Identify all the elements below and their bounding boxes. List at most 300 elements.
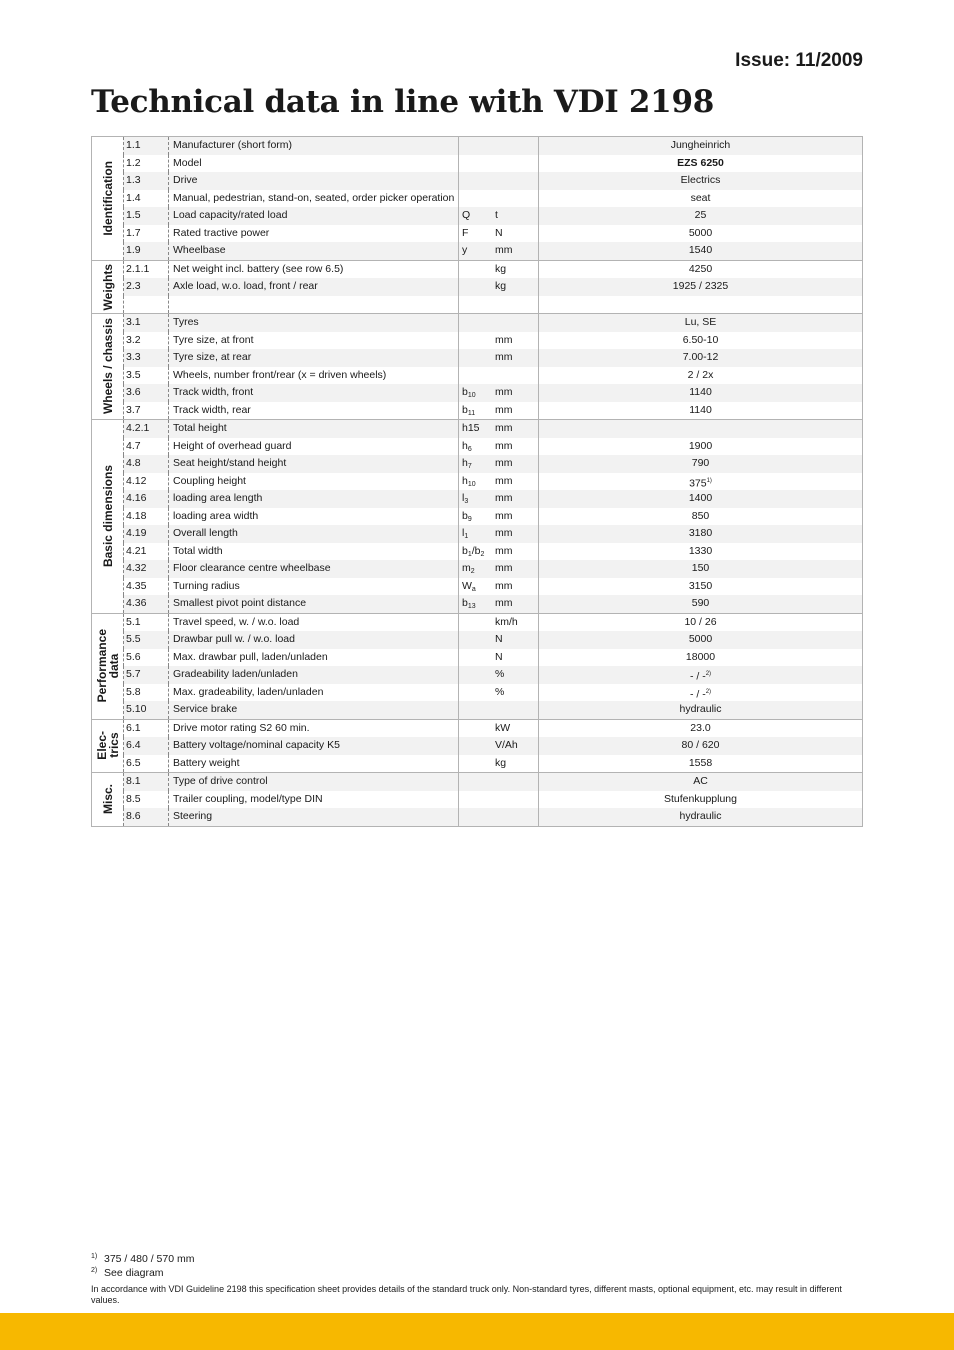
row-symbol <box>458 773 492 791</box>
row-symbol <box>458 614 492 632</box>
row-number: 6.1 <box>123 720 168 738</box>
row-description: Track width, rear <box>168 402 458 420</box>
value-text: Lu, SE <box>684 316 717 328</box>
value-text: 1330 <box>688 544 713 557</box>
row-value <box>538 261 862 279</box>
row-number: 3.1 <box>123 314 168 332</box>
row-description: Axle load, w.o. load, front / rear <box>168 278 458 296</box>
row-unit: N <box>495 650 503 663</box>
value-text: 850 <box>691 509 710 522</box>
row-number: 5.1 <box>123 614 168 632</box>
row-description: loading area width <box>168 508 458 526</box>
row-description: Track width, front <box>168 384 458 402</box>
row-value <box>538 172 862 190</box>
table-row <box>123 367 862 385</box>
table-row <box>123 773 862 791</box>
value-text: 25 <box>694 209 707 221</box>
row-number: 3.7 <box>123 402 168 420</box>
row-symbol <box>458 261 492 279</box>
symbol-text: b <box>462 386 468 398</box>
row-number: 4.8 <box>123 455 168 473</box>
value-text: 1400 <box>688 492 713 504</box>
value-text: 1540 <box>688 244 713 256</box>
row-number: 4.36 <box>123 595 168 613</box>
symbol-text: /b <box>471 544 481 557</box>
row-number: 2.1.1 <box>123 261 168 279</box>
row-value <box>538 225 862 243</box>
row-description: Total width <box>168 543 458 561</box>
row-unit: mm <box>495 351 513 363</box>
row-number: 1.4 <box>123 190 168 208</box>
value-footnote: 2) <box>705 688 712 695</box>
row-value <box>538 367 862 385</box>
value-text: seat <box>690 191 711 204</box>
table-row <box>123 631 862 649</box>
section-label-text: Identification <box>100 160 115 236</box>
row-number: 1.5 <box>123 207 168 225</box>
row-symbol <box>458 367 492 385</box>
value-text: Electrics <box>680 174 721 186</box>
row-symbol <box>458 791 492 809</box>
row-unit: mm <box>495 244 513 256</box>
value-text: 150 <box>691 562 710 574</box>
row-value <box>538 508 862 526</box>
row-value <box>538 560 862 578</box>
row-value <box>538 631 862 649</box>
table-row <box>123 137 862 155</box>
symbol-text: y <box>462 244 468 256</box>
row-value <box>538 455 862 473</box>
symbol-text: b <box>462 597 468 609</box>
table-row <box>123 172 862 190</box>
table-row <box>123 455 862 473</box>
row-description: Drawbar pull w. / w.o. load <box>168 631 458 649</box>
row-description: Gradeability laden/unladen <box>168 666 458 684</box>
symbol-text: W <box>462 579 472 592</box>
row-description: Rated tractive power <box>168 225 458 243</box>
value-text: 5000 <box>688 633 713 645</box>
row-symbol <box>458 473 492 491</box>
symbol-text: l <box>462 492 465 504</box>
row-value <box>538 490 862 508</box>
value-text: EZS 6250 <box>677 156 724 169</box>
footnote-text: 375 / 480 / 570 mm <box>104 1253 195 1265</box>
symbol-text: b <box>462 544 468 557</box>
row-description: Drive motor rating S2 60 min. <box>168 720 458 738</box>
table-row <box>123 720 862 738</box>
row-unit <box>492 314 538 332</box>
symbol-text: l <box>462 527 465 539</box>
row-number: 4.18 <box>123 508 168 526</box>
row-unit: km/h <box>495 615 518 628</box>
symbol-text: F <box>462 226 469 239</box>
row-symbol <box>458 420 492 438</box>
symbol-subscript: 6 <box>467 445 472 453</box>
value-text: 18000 <box>685 650 716 663</box>
row-unit: mm <box>495 386 513 398</box>
table-row <box>123 649 862 667</box>
row-description: Tyres <box>168 314 458 332</box>
symbol-subscript: 13 <box>467 603 476 610</box>
row-description: Wheelbase <box>168 242 458 260</box>
row-value <box>538 737 862 755</box>
row-description: Battery weight <box>168 755 458 773</box>
footer-accent-bar <box>0 1313 954 1350</box>
row-value <box>538 332 862 350</box>
table-row <box>123 808 862 826</box>
row-unit: N <box>495 633 503 645</box>
row-symbol <box>458 649 492 667</box>
row-value <box>538 701 862 719</box>
row-description: Model <box>168 155 458 173</box>
table-row <box>123 560 862 578</box>
row-number: 5.10 <box>123 701 168 719</box>
row-value <box>538 402 862 420</box>
row-unit: V/Ah <box>495 739 518 751</box>
value-text: 10 / 26 <box>684 615 717 628</box>
row-symbol <box>458 332 492 350</box>
row-number: 4.16 <box>123 490 168 508</box>
table-row <box>123 578 862 596</box>
row-unit: mm <box>495 422 513 434</box>
row-unit <box>492 791 538 809</box>
section-rows <box>123 261 862 314</box>
section-label <box>92 137 123 260</box>
table-row <box>123 242 862 260</box>
symbol-subscript: a <box>471 585 476 593</box>
row-number: 1.7 <box>123 225 168 243</box>
row-value <box>538 578 862 596</box>
value-text: hydraulic <box>679 810 722 822</box>
row-description: Max. gradeability, laden/unladen <box>168 684 458 702</box>
row-value <box>538 808 862 826</box>
value-text: 80 / 620 <box>681 739 720 751</box>
row-description: Type of drive control <box>168 773 458 791</box>
row-unit: % <box>495 685 505 698</box>
section-rows <box>123 614 862 719</box>
symbol-subscript: 11 <box>467 409 476 417</box>
section-label <box>92 420 123 613</box>
row-unit <box>492 701 538 719</box>
row-unit: mm <box>495 544 513 557</box>
spec-section <box>92 419 862 613</box>
value-text: hydraulic <box>679 703 722 715</box>
table-row <box>123 296 862 314</box>
row-unit <box>492 773 538 791</box>
row-description: Load capacity/rated load <box>168 207 458 225</box>
value-text: 375 <box>689 477 707 489</box>
row-number: 8.6 <box>123 808 168 826</box>
value-text: - / - <box>689 688 706 700</box>
row-unit: mm <box>495 597 513 609</box>
row-description: Trailer coupling, model/type DIN <box>168 791 458 809</box>
row-symbol <box>458 278 492 296</box>
row-number: 1.9 <box>123 242 168 260</box>
row-value <box>538 720 862 738</box>
section-label <box>92 773 123 826</box>
row-unit: mm <box>495 579 513 592</box>
row-description <box>168 296 458 314</box>
section-rows <box>123 773 862 826</box>
row-unit: % <box>495 668 505 680</box>
row-symbol <box>458 631 492 649</box>
row-symbol <box>458 190 492 208</box>
footnote-mark: 1) <box>91 1253 98 1260</box>
section-label <box>92 261 123 314</box>
row-number: 6.5 <box>123 755 168 773</box>
row-symbol <box>458 808 492 826</box>
spec-section <box>92 137 862 260</box>
row-description: Battery voltage/nominal capacity K5 <box>168 737 458 755</box>
table-row <box>123 190 862 208</box>
row-description: Total height <box>168 420 458 438</box>
row-description: Tyre size, at front <box>168 332 458 350</box>
row-description: Service brake <box>168 701 458 719</box>
symbol-text: h <box>462 439 468 452</box>
footnote-mark: 2) <box>91 1267 98 1274</box>
row-symbol <box>458 666 492 684</box>
row-number: 1.1 <box>123 137 168 155</box>
value-text: 1140 <box>689 386 712 398</box>
value-text: 6.50-10 <box>682 333 719 346</box>
row-value <box>538 207 862 225</box>
row-value <box>538 438 862 456</box>
value-text: 1900 <box>688 439 713 452</box>
row-description: Manufacturer (short form) <box>168 137 458 155</box>
row-description: Steering <box>168 808 458 826</box>
row-value <box>538 684 862 702</box>
table-row <box>123 684 862 702</box>
section-label-text: Weights <box>100 263 115 310</box>
row-number: 4.32 <box>123 560 168 578</box>
value-text: AC <box>693 775 708 787</box>
section-label-text: Wheels / chassis <box>100 318 115 415</box>
value-text: 590 <box>691 597 710 609</box>
footnote-2 <box>91 1266 861 1280</box>
row-number: 2.3 <box>123 278 168 296</box>
table-row <box>123 666 862 684</box>
row-number: 3.3 <box>123 349 168 367</box>
section-rows <box>123 137 862 260</box>
row-unit: mm <box>495 562 513 574</box>
footnotes <box>91 1252 861 1306</box>
row-value <box>538 773 862 791</box>
row-number: 4.12 <box>123 473 168 491</box>
table-row <box>123 207 862 225</box>
row-description: Smallest pivot point distance <box>168 595 458 613</box>
table-row <box>123 701 862 719</box>
row-number: 3.5 <box>123 367 168 385</box>
row-description: Floor clearance centre wheelbase <box>168 560 458 578</box>
row-unit: mm <box>495 474 513 487</box>
row-number: 3.6 <box>123 384 168 402</box>
value-text: - / - <box>689 670 706 683</box>
value-text: 4250 <box>688 262 713 275</box>
row-value <box>538 420 862 438</box>
value-text: Jungheinrich <box>670 139 731 151</box>
row-number: 6.4 <box>123 737 168 755</box>
spec-section <box>92 719 862 773</box>
row-value <box>538 349 862 367</box>
row-unit: mm <box>495 492 513 504</box>
symbol-subscript: 3 <box>464 498 469 505</box>
value-text: 1140 <box>689 403 712 416</box>
row-number: 3.2 <box>123 332 168 350</box>
table-row <box>123 755 862 773</box>
row-value <box>538 155 862 173</box>
section-label-text: Misc. <box>100 784 115 815</box>
table-row <box>123 438 862 456</box>
table-row <box>123 525 862 543</box>
row-symbol <box>458 402 492 420</box>
table-row <box>123 791 862 809</box>
table-row <box>123 420 862 438</box>
section-label <box>92 614 123 719</box>
row-unit <box>492 190 538 208</box>
row-symbol <box>458 560 492 578</box>
table-row <box>123 384 862 402</box>
value-text: Stufenkupplung <box>664 792 737 805</box>
row-symbol <box>458 155 492 173</box>
row-description: Net weight incl. battery (see row 6.5) <box>168 261 458 279</box>
footnote-text: See diagram <box>104 1267 164 1279</box>
row-symbol <box>458 578 492 596</box>
section-label <box>92 720 123 773</box>
row-number: 4.35 <box>123 578 168 596</box>
table-row <box>123 508 862 526</box>
table-row <box>123 490 862 508</box>
page-title: Technical data in line with VDI 2198 <box>91 84 714 120</box>
row-unit: kg <box>495 756 507 769</box>
section-label <box>92 314 123 419</box>
symbol-subscript: 10 <box>467 480 476 488</box>
row-description: Height of overhead guard <box>168 438 458 456</box>
row-description: Tyre size, at rear <box>168 349 458 367</box>
symbol-text: b <box>462 403 468 416</box>
value-text: 3180 <box>688 527 713 539</box>
table-row <box>123 402 862 420</box>
table-row <box>123 261 862 279</box>
section-rows <box>123 720 862 773</box>
table-row <box>123 595 862 613</box>
row-unit: kW <box>495 721 511 734</box>
row-number: 8.1 <box>123 773 168 791</box>
symbol-subscript: 7 <box>467 463 472 470</box>
symbol-text: b <box>462 509 468 522</box>
symbol-subscript: 2 <box>480 550 485 558</box>
table-row <box>123 543 862 561</box>
row-value <box>538 755 862 773</box>
symbol-subscript: 2 <box>470 568 475 575</box>
section-label-text: Elec- trics <box>94 731 121 761</box>
row-description: Seat height/stand height <box>168 455 458 473</box>
row-description: Travel speed, w. / w.o. load <box>168 614 458 632</box>
row-description: loading area length <box>168 490 458 508</box>
section-rows <box>123 314 862 419</box>
row-symbol <box>458 684 492 702</box>
row-value <box>538 314 862 332</box>
row-symbol <box>458 349 492 367</box>
symbol-text: h15 <box>462 422 480 434</box>
row-symbol <box>458 490 492 508</box>
row-value <box>538 595 862 613</box>
spec-section <box>92 260 862 314</box>
row-symbol <box>458 455 492 473</box>
row-symbol <box>458 720 492 738</box>
row-unit: kg <box>495 262 507 275</box>
value-footnote: 1) <box>706 477 712 484</box>
spec-table <box>91 136 863 827</box>
value-text: 1558 <box>688 756 713 769</box>
row-number: 5.5 <box>123 631 168 649</box>
row-description: Drive <box>168 172 458 190</box>
row-unit: t <box>495 209 498 221</box>
section-rows <box>123 420 862 613</box>
row-number: 1.3 <box>123 172 168 190</box>
symbol-subscript: 1 <box>467 550 472 558</box>
table-row <box>123 278 862 296</box>
symbol-subscript: 1 <box>464 533 469 540</box>
row-unit: mm <box>495 333 513 346</box>
row-symbol <box>458 314 492 332</box>
row-symbol <box>458 242 492 260</box>
row-symbol <box>458 508 492 526</box>
table-row <box>123 332 862 350</box>
footnote-1 <box>91 1252 861 1266</box>
row-number: 5.8 <box>123 684 168 702</box>
row-symbol <box>458 207 492 225</box>
value-text: 7.00-12 <box>682 351 719 363</box>
value-text: 790 <box>691 457 710 469</box>
symbol-subscript: 10 <box>467 392 476 399</box>
section-label-text: Performance data <box>94 629 121 703</box>
row-value <box>538 791 862 809</box>
row-number: 5.7 <box>123 666 168 684</box>
row-unit <box>492 808 538 826</box>
disclaimer: In accordance with VDI Guideline 2198 this specification sheet provides details of the standard truck only. Non-standard tyres, different masts, optional equipment, etc. may result in different values. <box>91 1284 842 1305</box>
row-symbol <box>458 384 492 402</box>
spec-section <box>92 313 862 419</box>
row-value <box>538 242 862 260</box>
row-value <box>538 614 862 632</box>
row-value <box>538 278 862 296</box>
value-text: 5000 <box>688 226 713 239</box>
row-number: 1.2 <box>123 155 168 173</box>
spec-section <box>92 772 862 826</box>
symbol-subscript: 9 <box>467 515 472 523</box>
issue-date: Issue: 11/2009 <box>735 50 863 71</box>
row-value <box>538 137 862 155</box>
row-unit <box>492 137 538 155</box>
row-description: Manual, pedestrian, stand-on, seated, order picker operation <box>168 190 458 208</box>
row-unit <box>492 155 538 173</box>
row-number: 5.6 <box>123 649 168 667</box>
table-row <box>123 614 862 632</box>
row-value <box>538 296 862 314</box>
row-value <box>538 525 862 543</box>
row-number: 4.19 <box>123 525 168 543</box>
row-value <box>538 543 862 561</box>
section-label-text: Basic dimensions <box>100 465 115 568</box>
symbol-text: m <box>462 562 471 574</box>
row-number: 4.2.1 <box>123 420 168 438</box>
table-row <box>123 225 862 243</box>
table-row <box>123 349 862 367</box>
row-symbol <box>458 701 492 719</box>
row-value <box>538 384 862 402</box>
row-symbol <box>458 525 492 543</box>
value-footnote: 2) <box>705 671 712 677</box>
